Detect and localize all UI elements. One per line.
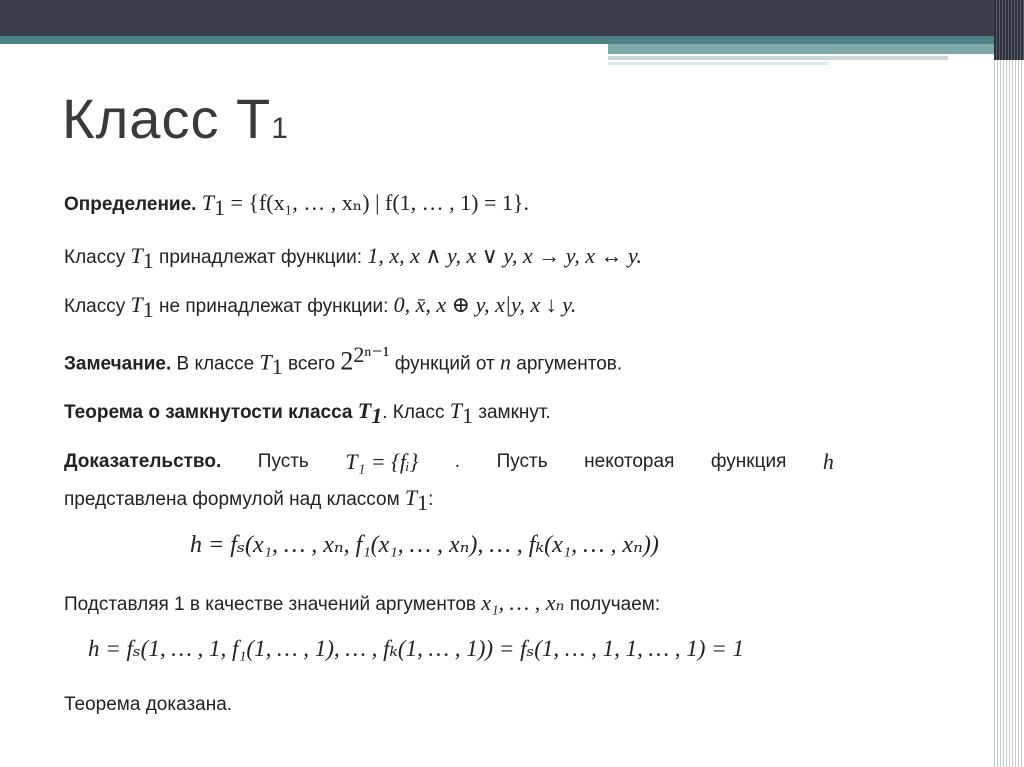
notbelong-text: Классу (64, 296, 131, 317)
substitution-vars: x₁, … , xₙ (481, 590, 565, 615)
slide-title-main: Класс T (62, 87, 272, 150)
remark-text-3: функций от (389, 353, 500, 375)
header-light-bar-2 (608, 62, 828, 65)
theorem-line (64, 398, 551, 429)
proof-dot: . (454, 451, 461, 472)
notbelong-T-sub: 1 (142, 296, 154, 322)
notbelong-line (64, 292, 576, 323)
proof-word-4: функция (710, 451, 787, 472)
header-light-bar (608, 56, 948, 60)
belong-T: T (130, 243, 143, 268)
formula-1: h = fₛ(x₁, … , xₙ, f₁(x₁, … , xₙ), … , fₖ(x₁, … , xₙ)) (190, 532, 659, 558)
proof-line-2 (64, 485, 433, 516)
belong-text: Классу (64, 247, 131, 268)
remark-exponent: 2ⁿ⁻¹ (353, 342, 390, 367)
belong-T-sub: 1 (142, 247, 154, 273)
theorem-T2-sub: 1 (462, 402, 473, 428)
belong-funcs: 1, x, x ∧ y, x ∨ y, x → y, x ↔ y. (367, 243, 643, 268)
notbelong-T: T (130, 292, 143, 317)
proof-label: Доказательство. (64, 451, 222, 472)
substitution-text: Подставляя 1 в качестве значений аргументов (64, 594, 482, 615)
belong-rest: принадлежат функции: (153, 247, 368, 268)
notbelong-rest: не принадлежат функции: (153, 296, 394, 317)
conclusion: Теорема доказана. (64, 694, 233, 715)
theorem-end: замкнут. (473, 402, 551, 423)
theorem-T: T (357, 398, 372, 423)
remark-text-4: аргументов. (511, 353, 623, 375)
remark-T: T (259, 349, 272, 375)
definition-label: Определение. (64, 194, 197, 215)
notbelong-funcs: 0, x̄, x ⊕ y, x|y, x ↓ y. (393, 292, 577, 317)
right-edge-dark-stripes (994, 0, 1024, 60)
formula-2: h = fₛ(1, … , 1, f₁(1, … , 1), … , fₖ(1, … , 1)) = fₛ(1, … , 1, 1, … , 1) = 1 (88, 636, 744, 661)
right-edge-stripes (994, 0, 1024, 767)
header-accent-bar (608, 44, 1000, 54)
belong-line (64, 243, 642, 274)
proof-word-2: Пусть (496, 451, 548, 472)
proof-line-2-T-sub: 1 (417, 489, 429, 515)
proof-line-2-T: T (404, 485, 418, 510)
theorem-text: . Класс (382, 402, 450, 423)
proof-line-2-end: : (428, 489, 434, 510)
definition-T-sub: 1 (213, 194, 225, 220)
header-teal-bar (0, 36, 1000, 44)
remark-line (64, 342, 622, 380)
theorem-T2: T (449, 398, 462, 423)
proof-line-1 (64, 449, 834, 475)
remark-T-sub: 1 (271, 354, 283, 380)
proof-h: h (822, 449, 834, 474)
remark-text-1: В классе (171, 353, 260, 375)
proof-set: T₁ = {fᵢ} (345, 449, 419, 474)
remark-text-2: всего (282, 353, 341, 375)
slide-title-sub: 1 (271, 112, 289, 145)
remark-label: Замечание. (64, 353, 172, 375)
proof-word-3: некоторая (584, 451, 675, 472)
definition-formula: = {f(x₁, … , xₙ) | f(1, … , 1) = 1}. (224, 190, 529, 215)
definition-line (64, 190, 529, 221)
theorem-label: Теорема о замкнутости класса (64, 402, 358, 423)
definition-T: T (201, 190, 214, 215)
remark-base: 2 (340, 346, 354, 376)
substitution-end: получаем: (564, 594, 661, 615)
theorem-T-sub: 1 (371, 402, 383, 428)
proof-word-1: Пусть (257, 451, 309, 472)
slide-title (62, 84, 289, 164)
remark-n: n (500, 349, 511, 375)
substitution-line (64, 590, 660, 618)
header-dark-bar (0, 0, 1000, 36)
proof-line-2-text: представлена формулой над классом (64, 489, 405, 510)
